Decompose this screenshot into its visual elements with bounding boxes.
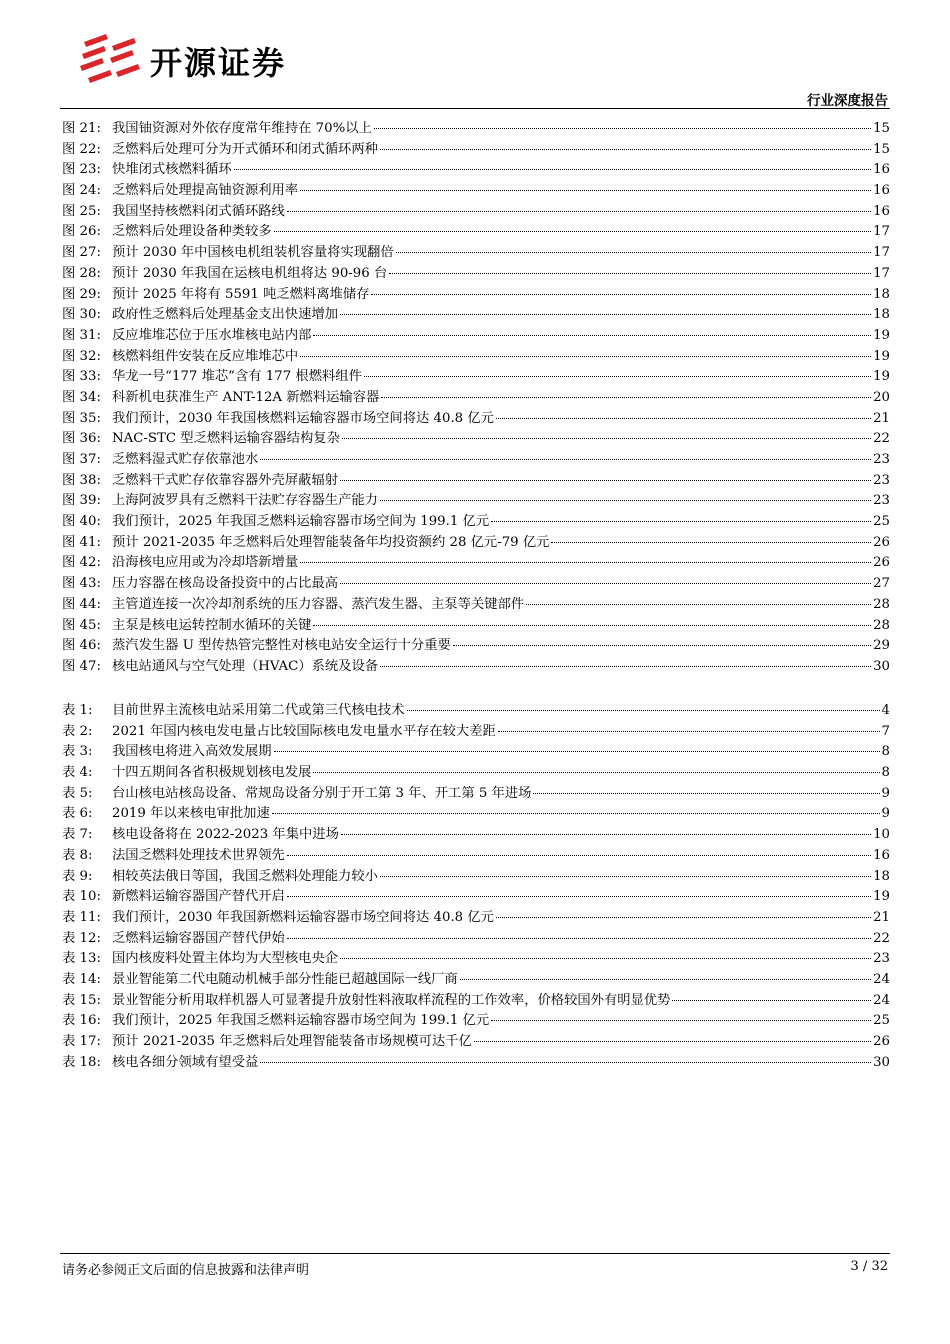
table-entry-page: 22	[873, 930, 890, 946]
dot-leader	[672, 1000, 871, 1001]
table-entry-title: 核电各细分领域有望受益	[112, 1054, 259, 1070]
table-entry-title: 相较英法俄日等国，我国乏燃料处理能力较小	[112, 868, 378, 884]
figure-entry-page: 18	[873, 307, 890, 323]
table-entry-title: 我们预计，2030 年我国新燃料运输容器市场空间将达 40.8 亿元	[112, 909, 494, 925]
figure-entry-title: 蒸汽发生器 U 型传热管完整性对核电站安全运行十分重要	[112, 638, 451, 654]
figure-entry-page: 20	[873, 389, 890, 405]
figure-entry-page: 18	[873, 286, 890, 302]
figure-entry-title: 快堆闭式核燃料循环	[112, 162, 232, 178]
table-entry-page: 21	[873, 909, 890, 925]
figure-entry-label: 图 36:	[62, 431, 101, 447]
dot-leader	[460, 979, 871, 980]
figure-entry[interactable]	[62, 138, 890, 159]
dot-leader	[407, 710, 880, 711]
figure-entry[interactable]	[62, 655, 890, 676]
brand-name: 开源证券	[150, 44, 287, 82]
table-entry[interactable]	[62, 844, 890, 865]
figure-entry-title: 沿海核电应用或为冷却塔新增量	[112, 555, 299, 571]
figure-entry[interactable]	[62, 324, 890, 345]
figure-entry-label: 图 38:	[62, 472, 101, 488]
dot-leader	[533, 793, 879, 794]
figure-entry-page: 28	[873, 617, 890, 633]
figure-entry-title: 乏燃料后处理可分为开式循环和闭式循环两种	[112, 141, 378, 157]
table-entry[interactable]	[62, 1009, 890, 1030]
table-entry-page: 23	[873, 951, 890, 967]
figure-entry-label: 图 25:	[62, 203, 101, 219]
figure-entry-label: 图 23:	[62, 162, 101, 178]
table-entry-label: 表 8:	[62, 847, 93, 863]
figure-entry-label: 图 28:	[62, 265, 101, 281]
figure-entry-page: 17	[873, 265, 890, 281]
figure-entry[interactable]	[62, 303, 890, 324]
figure-entry-title: 乏燃料干式贮存依靠容器外壳屏蔽辐射	[112, 472, 339, 488]
figure-entry[interactable]	[62, 510, 890, 531]
figure-entry-title: 压力容器在核岛设备投资中的占比最高	[112, 576, 339, 592]
table-entry-label: 表 11:	[62, 909, 101, 925]
figure-entry-page: 16	[873, 162, 890, 178]
figure-entry-title: 核电站通风与空气处理（HVAC）系统及设备	[112, 658, 379, 674]
figure-entry[interactable]	[62, 200, 890, 221]
figure-entry-title: 预计 2030 年我国在运核电机组将达 90-96 台	[112, 265, 388, 281]
dot-leader	[300, 562, 871, 563]
dot-leader	[380, 876, 871, 877]
figure-entry-label: 图 26:	[62, 224, 101, 240]
table-entry-label: 表 17:	[62, 1034, 101, 1049]
table-entry-title: 台山核电站核岛设备、常规岛设备分别于开工第 3 年、开工第 5 年进场	[112, 785, 532, 801]
figure-entry-label: 图 44:	[62, 596, 101, 612]
dot-leader	[287, 896, 871, 897]
figure-entry-title: 我国铀资源对外依存度常年维持在 70%以上	[112, 121, 372, 136]
table-entry-label: 表 6:	[62, 806, 93, 822]
dot-leader	[272, 813, 880, 814]
dot-leader	[496, 418, 871, 419]
figure-entry-page: 15	[873, 141, 890, 157]
table-entry-page: 18	[873, 868, 890, 884]
figure-entry-label: 图 21:	[62, 121, 101, 136]
figure-entry-title: 主泵是核电运转控制水循环的关键	[112, 617, 312, 633]
dot-leader	[340, 583, 871, 584]
figure-entry[interactable]	[62, 427, 890, 448]
figure-entry-page: 16	[873, 203, 890, 219]
table-entry-page: 7	[881, 723, 890, 739]
figure-entry-title: 预计 2030 年中国核电机组装机容量将实现翻倍	[112, 245, 394, 261]
figure-entry-page: 17	[873, 224, 890, 240]
figure-entry-title: 我们预计，2030 年我国核燃料运输容器市场空间将达 40.8 亿元	[112, 410, 494, 426]
table-entry-page: 24	[873, 992, 890, 1008]
table-entry[interactable]	[62, 823, 890, 844]
figure-entry-page: 21	[873, 410, 890, 426]
figure-entry-title: 乏燃料后处理设备种类较多	[112, 224, 272, 240]
table-entry[interactable]	[62, 1051, 890, 1072]
table-list	[62, 699, 890, 1071]
figure-entry-label: 图 32:	[62, 348, 101, 364]
table-entry[interactable]	[62, 947, 890, 968]
figure-entry-label: 图 39:	[62, 493, 101, 509]
figure-entry[interactable]	[62, 407, 890, 428]
figure-entry[interactable]	[62, 179, 890, 200]
figure-entry-label: 图 27:	[62, 245, 101, 261]
figure-entry[interactable]	[62, 614, 890, 635]
figure-entry[interactable]	[62, 531, 890, 552]
footer-divider	[60, 1253, 890, 1254]
figure-entry[interactable]	[62, 283, 890, 304]
table-entry[interactable]	[62, 782, 890, 803]
dot-leader	[491, 521, 871, 522]
figure-entry-title: 主管道连接一次冷却剂系统的压力容器、蒸汽发生器、主泵等关键部件	[112, 596, 525, 612]
table-entry-label: 表 4:	[62, 765, 93, 781]
table-entry-label: 表 2:	[62, 723, 93, 739]
footer-disclaimer: 请务必参阅正文后面的信息披露和法律声明	[62, 1263, 310, 1278]
figure-entry-page: 17	[873, 245, 890, 261]
table-entry-title: 2019 年以来核电审批加速	[112, 806, 270, 822]
figure-entry-page: 19	[873, 369, 890, 385]
dot-leader	[396, 252, 871, 253]
table-entry-page: 19	[873, 889, 890, 905]
figure-entry[interactable]	[62, 572, 890, 593]
dot-leader	[313, 772, 879, 773]
figure-entry-page: 27	[873, 576, 890, 592]
figure-entry-label: 图 45:	[62, 617, 101, 633]
figure-entry[interactable]	[62, 117, 890, 138]
table-entry-page: 30	[873, 1054, 890, 1070]
figure-entry-title: 我们预计，2025 年我国乏燃料运输容器市场空间为 199.1 亿元	[112, 514, 490, 530]
table-entry-title: 目前世界主流核电站采用第二代或第三代核电技术	[112, 703, 405, 718]
figure-entry-label: 图 47:	[62, 658, 101, 674]
figure-entry-page: 16	[873, 183, 890, 199]
dot-leader	[342, 438, 871, 439]
table-entry-page: 9	[881, 806, 890, 822]
figure-entry-page: 22	[873, 431, 890, 447]
figure-entry[interactable]	[62, 593, 890, 614]
dot-leader	[498, 731, 880, 732]
table-entry[interactable]	[62, 885, 890, 906]
figure-entry-page: 26	[873, 555, 890, 571]
table-entry-title: 我们预计，2025 年我国乏燃料运输容器市场空间为 199.1 亿元	[112, 1013, 490, 1029]
table-entry-page: 10	[873, 827, 890, 843]
figure-entry-page: 23	[873, 452, 890, 467]
table-entry-label: 表 15:	[62, 992, 101, 1008]
dot-leader	[371, 294, 871, 295]
table-entry[interactable]	[62, 865, 890, 886]
dot-leader	[474, 1041, 871, 1042]
figure-entry-page: 28	[873, 596, 890, 612]
figure-entry-title: 预计 2021-2035 年乏燃料后处理智能装备年均投资额约 28 亿元-79 亿元	[112, 534, 550, 550]
table-entry[interactable]	[62, 1030, 890, 1051]
table-entry-label: 表 9:	[62, 868, 93, 884]
figure-entry-label: 图 41:	[62, 534, 101, 550]
dot-leader	[234, 169, 871, 170]
figure-entry-page: 30	[873, 658, 890, 674]
table-entry-title: 乏燃料运输容器国产替代伊始	[112, 930, 285, 946]
figure-entry-title: 核燃料组件安装在反应堆堆芯中	[112, 348, 299, 364]
figure-entry[interactable]	[62, 158, 890, 179]
figure-entry-title: NAC-STC 型乏燃料运输容器结构复杂	[112, 431, 340, 447]
dot-leader	[496, 917, 871, 918]
figure-entry-label: 图 43:	[62, 576, 101, 592]
figure-entry[interactable]	[62, 634, 890, 655]
dot-leader	[300, 356, 871, 357]
dot-leader	[274, 751, 880, 752]
table-entry-title: 景业智能分析用取样机器人可显著提升放射性料液取样流程的工作效率，价格较国外有明显优势	[112, 992, 671, 1008]
dot-leader	[364, 376, 871, 377]
figure-entry-page: 29	[873, 638, 890, 654]
figure-entry-label: 图 34:	[62, 389, 101, 405]
figure-entry[interactable]	[62, 241, 890, 262]
table-entry-title: 国内核废料处置主体均为大型核电央企	[112, 951, 339, 967]
dot-leader	[260, 459, 871, 460]
table-entry-title: 2021 年国内核电发电量占比较国际核电发电量水平存在较大差距	[112, 723, 496, 739]
dot-leader	[274, 231, 872, 232]
table-entry[interactable]	[62, 906, 890, 927]
figure-entry[interactable]	[62, 262, 890, 283]
figure-entry-page: 15	[873, 121, 890, 136]
dot-leader	[300, 190, 871, 191]
dot-leader	[340, 958, 871, 959]
figure-entry-title: 科新机电获准生产 ANT-12A 新燃料运输容器	[112, 389, 380, 405]
table-entry-page: 9	[881, 785, 890, 801]
table-entry[interactable]	[62, 968, 890, 989]
table-entry-label: 表 10:	[62, 889, 101, 905]
table-entry-page: 8	[881, 744, 890, 760]
figure-entry-label: 图 42:	[62, 555, 101, 571]
figure-entry-page: 19	[873, 327, 890, 343]
dot-leader	[313, 625, 871, 626]
figure-entry-label: 图 33:	[62, 369, 101, 385]
table-entry-label: 表 18:	[62, 1054, 101, 1070]
figure-entry-title: 上海阿波罗具有乏燃料干法贮存容器生产能力	[112, 493, 378, 509]
report-type: 行业深度报告	[807, 93, 888, 109]
figure-entry-page: 19	[873, 348, 890, 364]
table-entry-page: 4	[881, 703, 890, 718]
figure-entry-label: 图 46:	[62, 638, 101, 654]
figure-entry[interactable]	[62, 220, 890, 241]
figure-entry-title: 乏燃料后处理提高铀资源利用率	[112, 183, 299, 199]
figure-entry-label: 图 40:	[62, 514, 101, 530]
table-entry-label: 表 14:	[62, 971, 101, 987]
table-entry[interactable]	[62, 802, 890, 823]
figure-list	[62, 117, 890, 676]
figure-entry[interactable]	[62, 469, 890, 490]
table-entry-label: 表 1:	[62, 703, 93, 718]
dot-leader	[340, 480, 871, 481]
dot-leader	[491, 1020, 871, 1021]
figure-entry-title: 乏燃料湿式贮存依靠池水	[112, 452, 259, 467]
table-entry-label: 表 3:	[62, 744, 93, 760]
dot-leader	[526, 604, 871, 605]
table-entry-title: 预计 2021-2035 年乏燃料后处理智能装备市场规模可达千亿	[112, 1034, 472, 1049]
table-entry-page: 25	[873, 1013, 890, 1029]
table-entry-page: 8	[881, 765, 890, 781]
figure-entry-title: 反应堆堆芯位于压水堆核电站内部	[112, 327, 312, 343]
dot-leader	[340, 314, 871, 315]
figure-entry-label: 图 29:	[62, 286, 101, 302]
table-entry-title: 新燃料运输容器国产替代开启	[112, 889, 285, 905]
figure-entry[interactable]	[62, 551, 890, 572]
figure-entry-title: 我国坚持核燃料闭式循环路线	[112, 203, 285, 219]
table-entry[interactable]	[62, 927, 890, 948]
figure-entry-label: 图 22:	[62, 141, 101, 157]
table-entry-label: 表 12:	[62, 930, 101, 946]
table-entry-title: 我国核电将进入高效发展期	[112, 744, 272, 760]
figure-entry-page: 25	[873, 514, 890, 530]
dot-leader	[313, 335, 871, 336]
table-entry-page: 24	[873, 971, 890, 987]
figure-entry-title: 预计 2025 年将有 5591 吨乏燃料离堆储存	[112, 286, 370, 302]
table-entry[interactable]	[62, 740, 890, 761]
dot-leader	[380, 500, 871, 501]
table-entry-title: 景业智能第二代电随动机械手部分性能已超越国际一线厂商	[112, 971, 458, 987]
figure-entry[interactable]	[62, 365, 890, 386]
dot-leader	[287, 855, 871, 856]
figure-entry[interactable]	[62, 386, 890, 407]
figure-entry-label: 图 35:	[62, 410, 101, 426]
table-entry[interactable]	[62, 761, 890, 782]
figure-entry-page: 23	[873, 493, 890, 509]
dot-leader	[380, 666, 871, 667]
figure-entry[interactable]	[62, 448, 890, 469]
figure-entry-label: 图 30:	[62, 307, 101, 323]
dot-leader	[453, 645, 871, 646]
dot-leader	[287, 211, 871, 212]
figure-entry-label: 图 24:	[62, 183, 101, 199]
figure-entry[interactable]	[62, 489, 890, 510]
dot-leader	[374, 128, 871, 129]
table-entry-label: 表 5:	[62, 785, 93, 801]
dot-leader	[551, 542, 871, 543]
dot-leader	[341, 834, 871, 835]
figure-entry-label: 图 37:	[62, 452, 101, 467]
figure-entry-title: 政府性乏燃料后处理基金支出快速增加	[112, 307, 339, 323]
dot-leader	[287, 938, 871, 939]
dot-leader	[381, 397, 871, 398]
brand-logo-icon	[78, 28, 148, 88]
table-entry-title: 核电设备将在 2022-2023 年集中进场	[112, 827, 339, 843]
figure-entry[interactable]	[62, 345, 890, 366]
dot-leader	[380, 149, 871, 150]
header-divider	[60, 108, 890, 109]
figure-entry-label: 图 31:	[62, 327, 101, 343]
table-entry[interactable]	[62, 989, 890, 1010]
figure-entry-title: 华龙一号“177 堆芯”含有 177 根燃料组件	[112, 369, 362, 385]
dot-leader	[389, 273, 871, 274]
table-entry-page: 26	[873, 1034, 890, 1049]
table-entry-title: 法国乏燃料处理技术世界领先	[112, 847, 285, 863]
table-entry[interactable]	[62, 699, 890, 720]
table-entry-label: 表 13:	[62, 951, 101, 967]
table-entry-title: 十四五期间各省积极规划核电发展	[112, 765, 312, 781]
dot-leader	[260, 1062, 871, 1063]
figure-entry-page: 26	[873, 534, 890, 550]
table-entry-label: 表 16:	[62, 1013, 101, 1029]
figure-entry-page: 23	[873, 472, 890, 488]
page-number: 3 / 32	[850, 1259, 888, 1274]
table-entry-page: 16	[873, 847, 890, 863]
table-entry[interactable]	[62, 720, 890, 741]
table-entry-label: 表 7:	[62, 827, 93, 843]
